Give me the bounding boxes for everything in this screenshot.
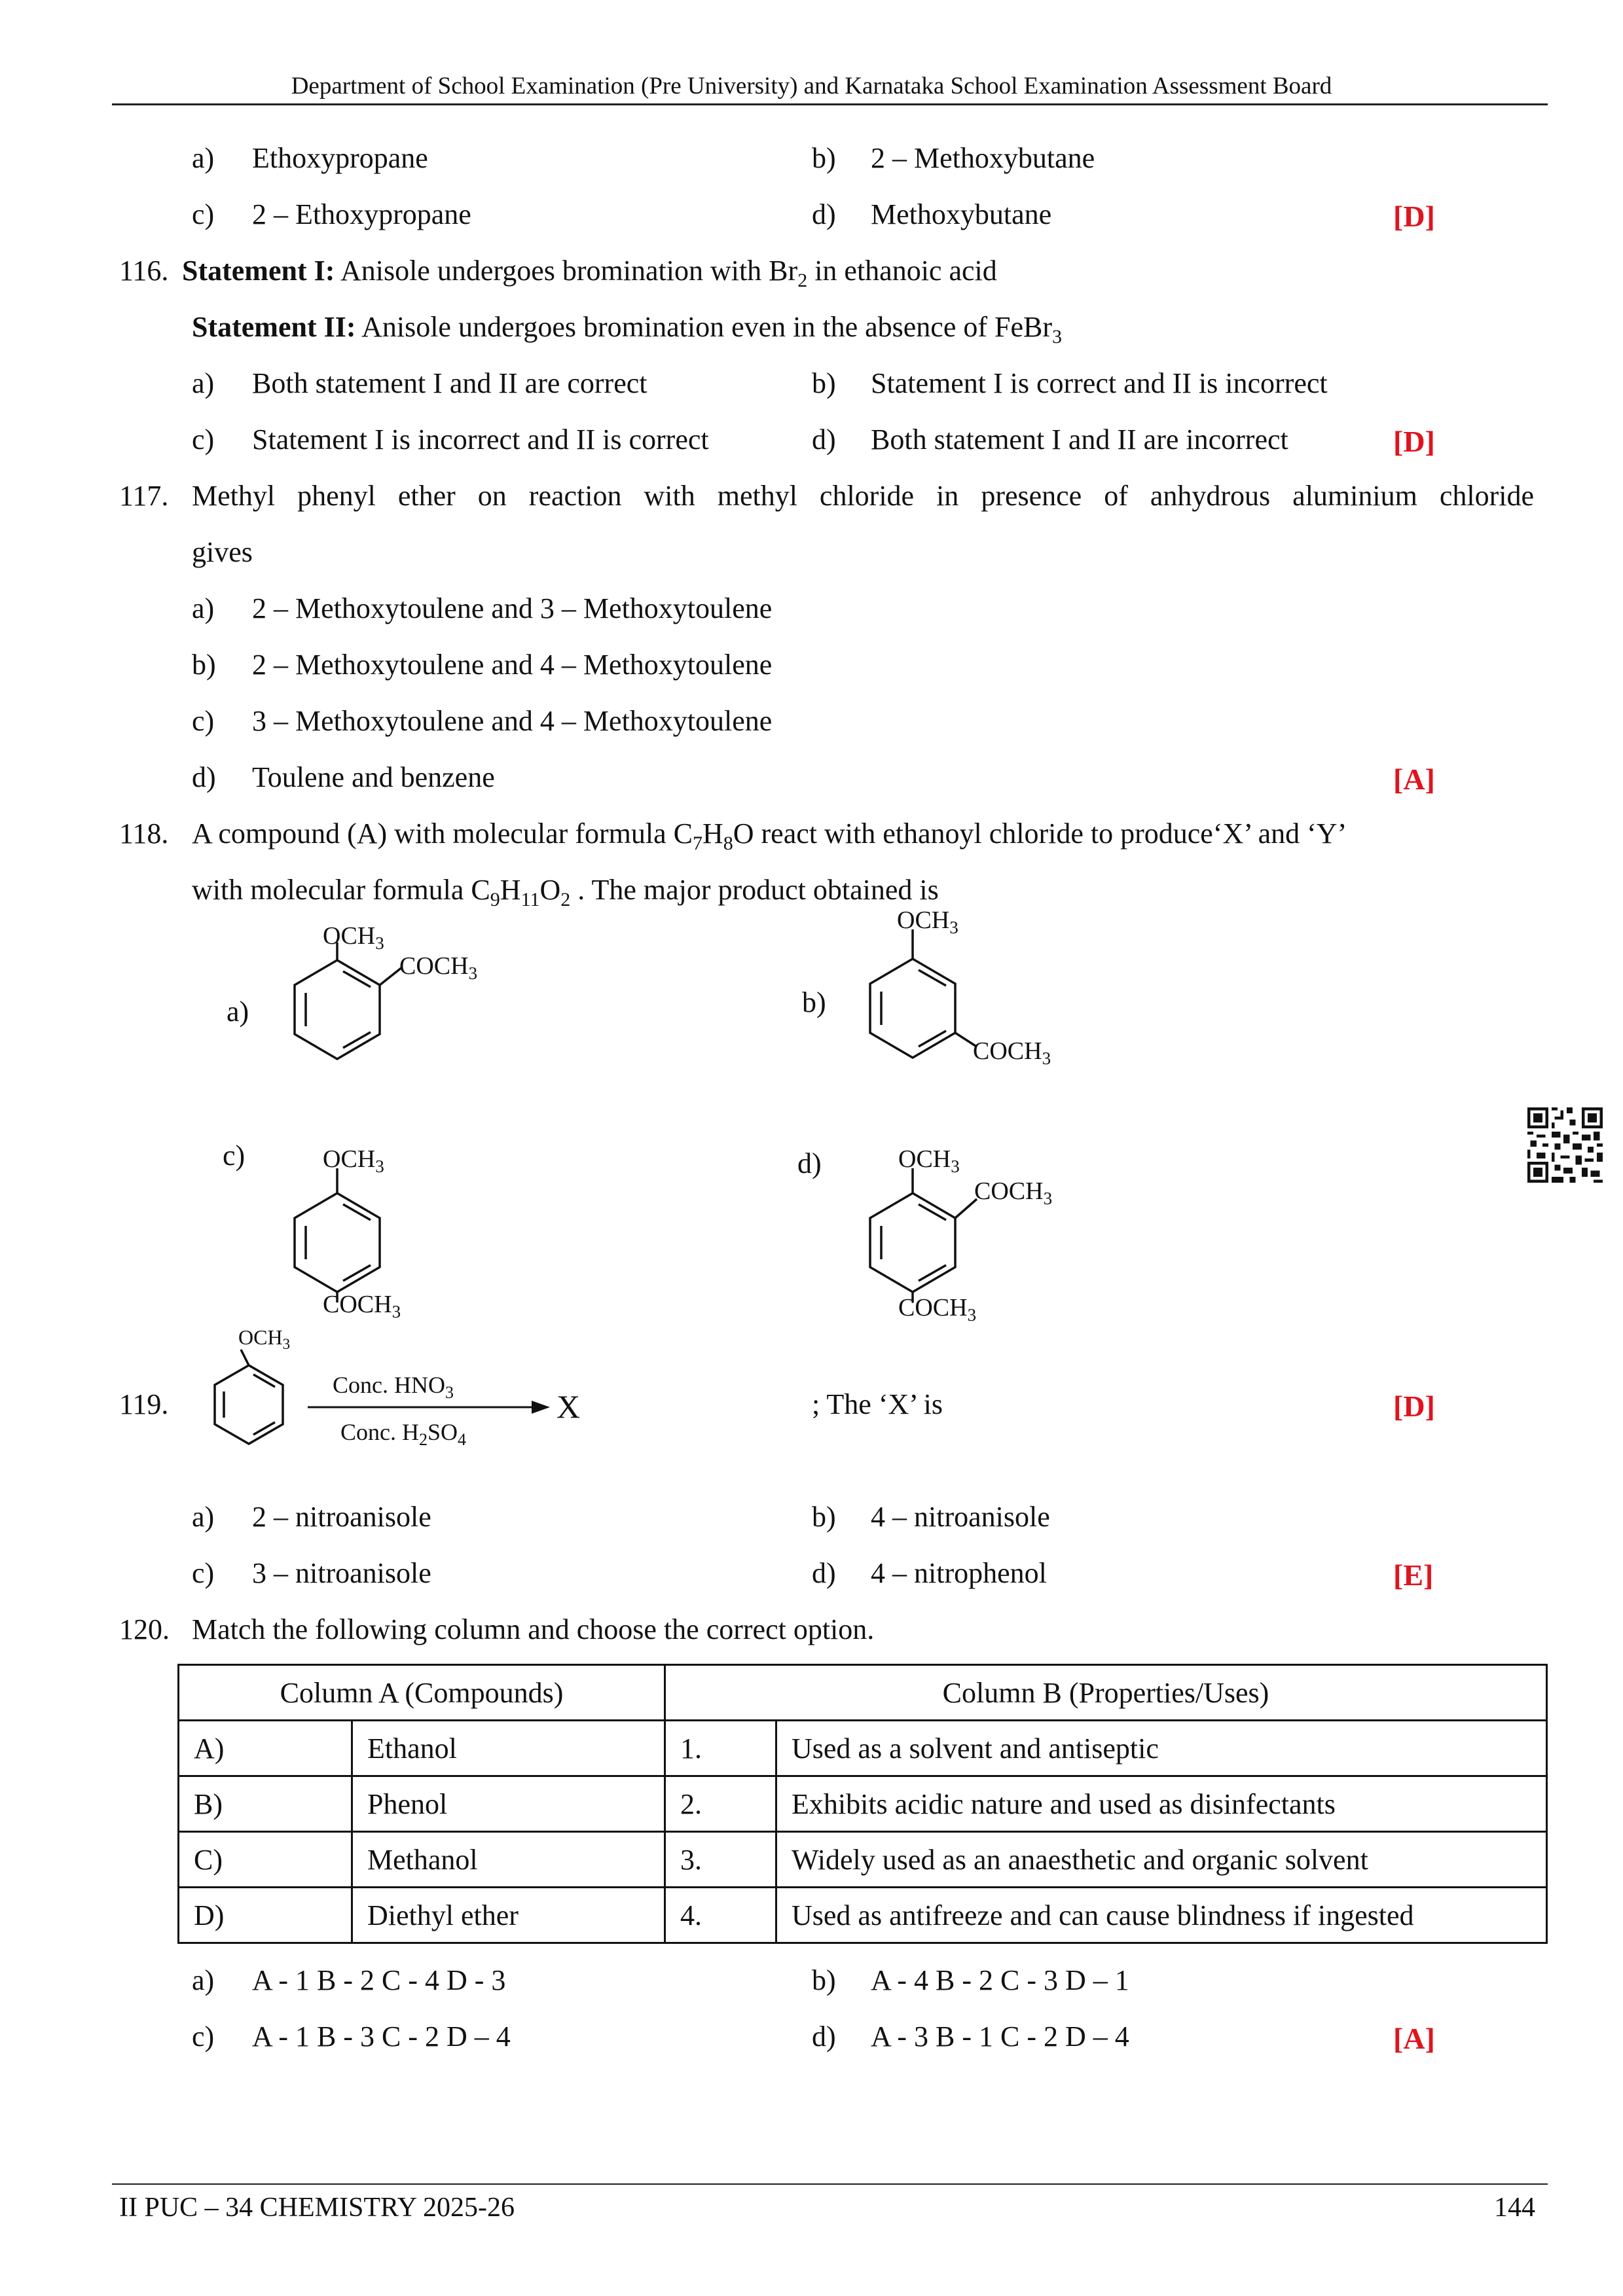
q119-opt-c: 3 – nitroanisole (252, 1557, 431, 1589)
row-compound: Ethanol (352, 1721, 665, 1776)
q120-answer: [A] (1393, 2022, 1435, 2055)
q116-opt-d-label: d) (812, 423, 836, 456)
q115-opt-b-label: b) (812, 142, 836, 174)
row-compound: Methanol (352, 1832, 665, 1888)
row-num: 1. (665, 1721, 776, 1776)
q118-opt-a-label: a) (227, 996, 249, 1028)
q118-l1-c: O react with ethanoyl chloride to produce‘X’ and ‘Y’ (733, 817, 1347, 850)
q115-opt-d: Methoxybutane (871, 198, 1052, 230)
struct-c-coch3: $COCH_3$ (323, 1291, 401, 1321)
q118-opt-c-label: c) (223, 1139, 246, 1172)
q116-s1-post: in ethanoic acid (807, 255, 997, 287)
table-row (179, 1721, 1547, 1776)
q120-opt-d: A - 3 B - 1 C - 2 D – 4 (871, 2020, 1129, 2053)
row-compound: Diethyl ether (352, 1888, 665, 1943)
q118-l2-d: . The major product obtained is (570, 874, 939, 906)
q119-product-x: X (556, 1388, 581, 1425)
q116-s1-label: Statement I: (182, 255, 335, 287)
q119-question: ; The ‘X’ is (812, 1388, 943, 1420)
q119-opt-b-label: b) (812, 1501, 836, 1533)
q120-opt-c: A - 1 B - 3 C - 2 D – 4 (252, 2020, 511, 2053)
q117-opt-c-label: c) (192, 705, 215, 737)
page-number: 144 (1494, 2193, 1535, 2223)
q116-s2-label: Statement II: (192, 311, 356, 343)
q117-number: 117. (119, 480, 169, 512)
row-compound: Phenol (352, 1776, 665, 1832)
struct-a-coch3: $COCH_3$ (399, 952, 478, 983)
q116-s1-sub: 2 (797, 269, 808, 291)
q117-opt-d-label: d) (192, 761, 216, 793)
q118-l2-sub1: 9 (490, 888, 500, 910)
struct-c-och3: $OCH_3$ (323, 1145, 384, 1176)
q115-opt-b: 2 – Methoxybutane (871, 142, 1095, 174)
q115-opt-d-label: d) (812, 198, 836, 230)
q119-och3: $OCH_3$ (238, 1325, 291, 1352)
q119-opt-a-label: a) (192, 1501, 215, 1533)
q117-opt-c: 3 – Methoxytoulene and 4 – Methoxytoulene (252, 705, 773, 737)
q118-l1-sub1: 7 (692, 832, 702, 854)
struct-a-och3: $OCH_3$ (323, 922, 384, 953)
table-row (179, 1776, 1547, 1832)
row-property: Exhibits acidic nature and used as disinfectants (776, 1776, 1547, 1832)
struct-d-coch3-ortho: $COCH_3$ (974, 1177, 1053, 1208)
q119-arrow-head (532, 1401, 550, 1414)
row-num: 4. (665, 1888, 776, 1943)
struct-d-och3: $OCH_3$ (898, 1145, 960, 1176)
q120-opt-b: A - 4 B - 2 C - 3 D – 1 (871, 1964, 1129, 1996)
row-key: C) (179, 1832, 352, 1888)
match-table-header (179, 1665, 1547, 1721)
q117-opt-b-label: b) (192, 649, 216, 681)
q115-opt-a-label: a) (192, 142, 215, 174)
q119-opt-b: 4 – nitroanisole (871, 1501, 1050, 1533)
row-key: A) (179, 1721, 352, 1776)
q116-answer: [D] (1393, 425, 1435, 458)
struct-b-och3: $OCH_3$ (897, 906, 958, 937)
q118-l2-a: with molecular formula C (192, 874, 490, 906)
row-key: B) (179, 1776, 352, 1832)
q119-number: 119. (119, 1388, 169, 1420)
page-header: Department of School Examination (Pre University) and Karnataka School Examination Assessment Board (291, 73, 1332, 99)
q118-l1-a: A compound (A) with molecular formula C (192, 817, 693, 850)
q116-s1-text: Anisole undergoes bromination with Br (335, 255, 798, 287)
struct-b-benzene-ring (870, 959, 955, 1058)
q117-text-line2: gives (192, 536, 253, 568)
q118-l2-sub2: 11 (520, 888, 540, 910)
col-b-header: Column B (Properties/Uses) (665, 1665, 1547, 1721)
q115-opt-a: Ethoxypropane (252, 142, 428, 174)
q115-answer: [D] (1393, 200, 1435, 233)
q116-opt-a: Both statement I and II are correct (252, 367, 647, 399)
q117-opt-d: Toulene and benzene (252, 761, 495, 793)
struct-c-benzene-ring (295, 1193, 380, 1292)
q118-l2-c: O (539, 874, 561, 906)
q119-opt-d: 4 – nitrophenol (871, 1557, 1047, 1589)
q120-text: Match the following column and choose the correct option. (192, 1613, 875, 1645)
row-property: Used as antifreeze and can cause blindness if ingested (776, 1888, 1547, 1943)
q116-opt-b: Statement I is correct and II is incorrect (871, 367, 1328, 399)
q119-opt-d-label: d) (812, 1557, 836, 1589)
q117-opt-a: 2 – Methoxytoulene and 3 – Methoxytoulene (252, 592, 773, 624)
q116-opt-a-label: a) (192, 367, 215, 399)
row-property: Used as a solvent and antiseptic (776, 1721, 1547, 1776)
q116-opt-c-label: c) (192, 423, 215, 456)
q118-l2-sub3: 2 (560, 888, 571, 910)
q118-opt-b-label: b) (802, 986, 826, 1018)
q116-number: 116. (119, 255, 169, 287)
col-a-header: Column A (Compounds) (179, 1665, 665, 1721)
struct-d-benzene-ring (870, 1193, 955, 1292)
match-table (177, 1664, 1548, 1944)
q116-s2-text: Anisole undergoes bromination even in the absence of FeBr (356, 311, 1053, 343)
q117-text-line1: Methyl phenyl ether on reaction with methyl chloride in presence of anhydrous aluminium chloride (192, 480, 1534, 512)
q116-opt-c: Statement I is incorrect and II is correct (252, 423, 709, 456)
q120-opt-d-label: d) (812, 2020, 836, 2053)
footer-left: II PUC – 34 CHEMISTRY 2025-26 (119, 2193, 515, 2223)
q120-number: 120. (119, 1613, 170, 1645)
q118-l2-b: H (500, 874, 521, 906)
row-num: 3. (665, 1832, 776, 1888)
q116-opt-b-label: b) (812, 367, 836, 399)
q118-number: 118. (119, 817, 169, 850)
q118-l1-b: H (702, 817, 723, 850)
q119-reagent-top: Conc. $HNO_3$ (333, 1372, 454, 1402)
q119-opt-c-label: c) (192, 1557, 215, 1589)
q120-opt-b-label: b) (812, 1964, 836, 1996)
footer-rule (112, 2183, 1548, 2185)
qr-code (1527, 1107, 1603, 1183)
q119-answer-1: [D] (1393, 1390, 1435, 1423)
q119-opt-a: 2 – nitroanisole (252, 1501, 431, 1533)
q120-opt-c-label: c) (192, 2020, 215, 2053)
struct-d-coch3-para: $COCH_3$ (898, 1294, 977, 1325)
q117-opt-b: 2 – Methoxytoulene and 4 – Methoxytoulene (252, 649, 773, 681)
table-row (179, 1888, 1547, 1943)
row-property: Widely used as an anaesthetic and organic solvent (776, 1832, 1547, 1888)
q120-opt-a: A - 1 B - 2 C - 4 D - 3 (252, 1964, 506, 1996)
struct-a-benzene-ring (295, 960, 380, 1059)
q116-opt-d: Both statement I and II are incorrect (871, 423, 1288, 456)
q115-opt-c: 2 – Ethoxypropane (252, 198, 471, 230)
q116-s2-sub: 3 (1052, 325, 1063, 348)
q119-reagent-bottom: Conc. $H_2SO_4$ (340, 1419, 467, 1449)
q118-opt-d-label: d) (797, 1147, 822, 1179)
q120-opt-a-label: a) (192, 1964, 215, 1996)
q115-opt-c-label: c) (192, 198, 215, 230)
q117-answer: [A] (1393, 762, 1435, 796)
q118-l1-sub2: 8 (723, 832, 733, 854)
row-num: 2. (665, 1776, 776, 1832)
q119-answer-2: [E] (1393, 1558, 1434, 1592)
table-row (179, 1832, 1547, 1888)
row-key: D) (179, 1888, 352, 1943)
struct-b-coch3: $COCH_3$ (973, 1037, 1051, 1068)
q117-opt-a-label: a) (192, 592, 215, 624)
